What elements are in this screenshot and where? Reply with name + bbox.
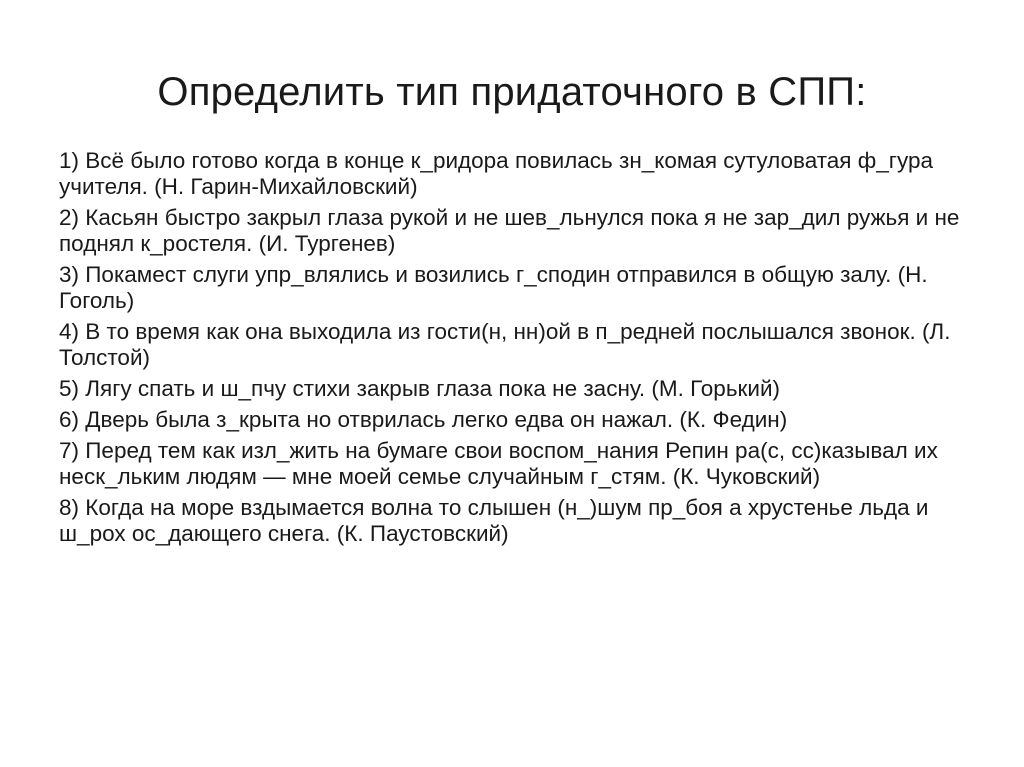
task-item-6: 6) Дверь была з_крыта но отврилась легко едва он нажал. (К. Федин) (59, 407, 788, 432)
task-item-7: 7) Перед тем как изл_жить на бумаге свои воспом_нания Репин ра(с, сс)казывал их неск_льким людям — мне моей семье случайным г_стям. (К. Чуковский) (59, 438, 938, 489)
task-item-4: 4) В то время как она выходила из гости(н, нн)ой в п_редней послышался звонок. (Л. Толстой) (59, 319, 951, 370)
task-item-3: 3) Покамест слуги упр_влялись и возились г_сподин отправился в общую залу. (Н. Гоголь) (59, 262, 928, 313)
task-item-1: 1) Всё было готово когда в конце к_ридора повилась зн_комая сутуловатая ф_гура учителя. (Н. Гарин-Михайловский) (59, 148, 933, 199)
task-item-8: 8) Когда на море вздымается волна то слышен (н_)шум пр_боя а хрустенье льда и ш_рох ос_дающего снега. (К. Паустовский) (59, 495, 929, 546)
slide-title: Определить тип придаточного в СПП: (157, 70, 867, 114)
task-item-5: 5) Лягу спать и ш_пчу стихи закрыв глаза пока не засну. (М. Горький) (59, 376, 781, 401)
task-list (59, 148, 964, 552)
task-item-2: 2) Касьян быстро закрыл глаза рукой и не шев_льнулся пока я не зар_дил ружья и не поднял к_ростеля. (И. Тургенев) (59, 205, 960, 256)
